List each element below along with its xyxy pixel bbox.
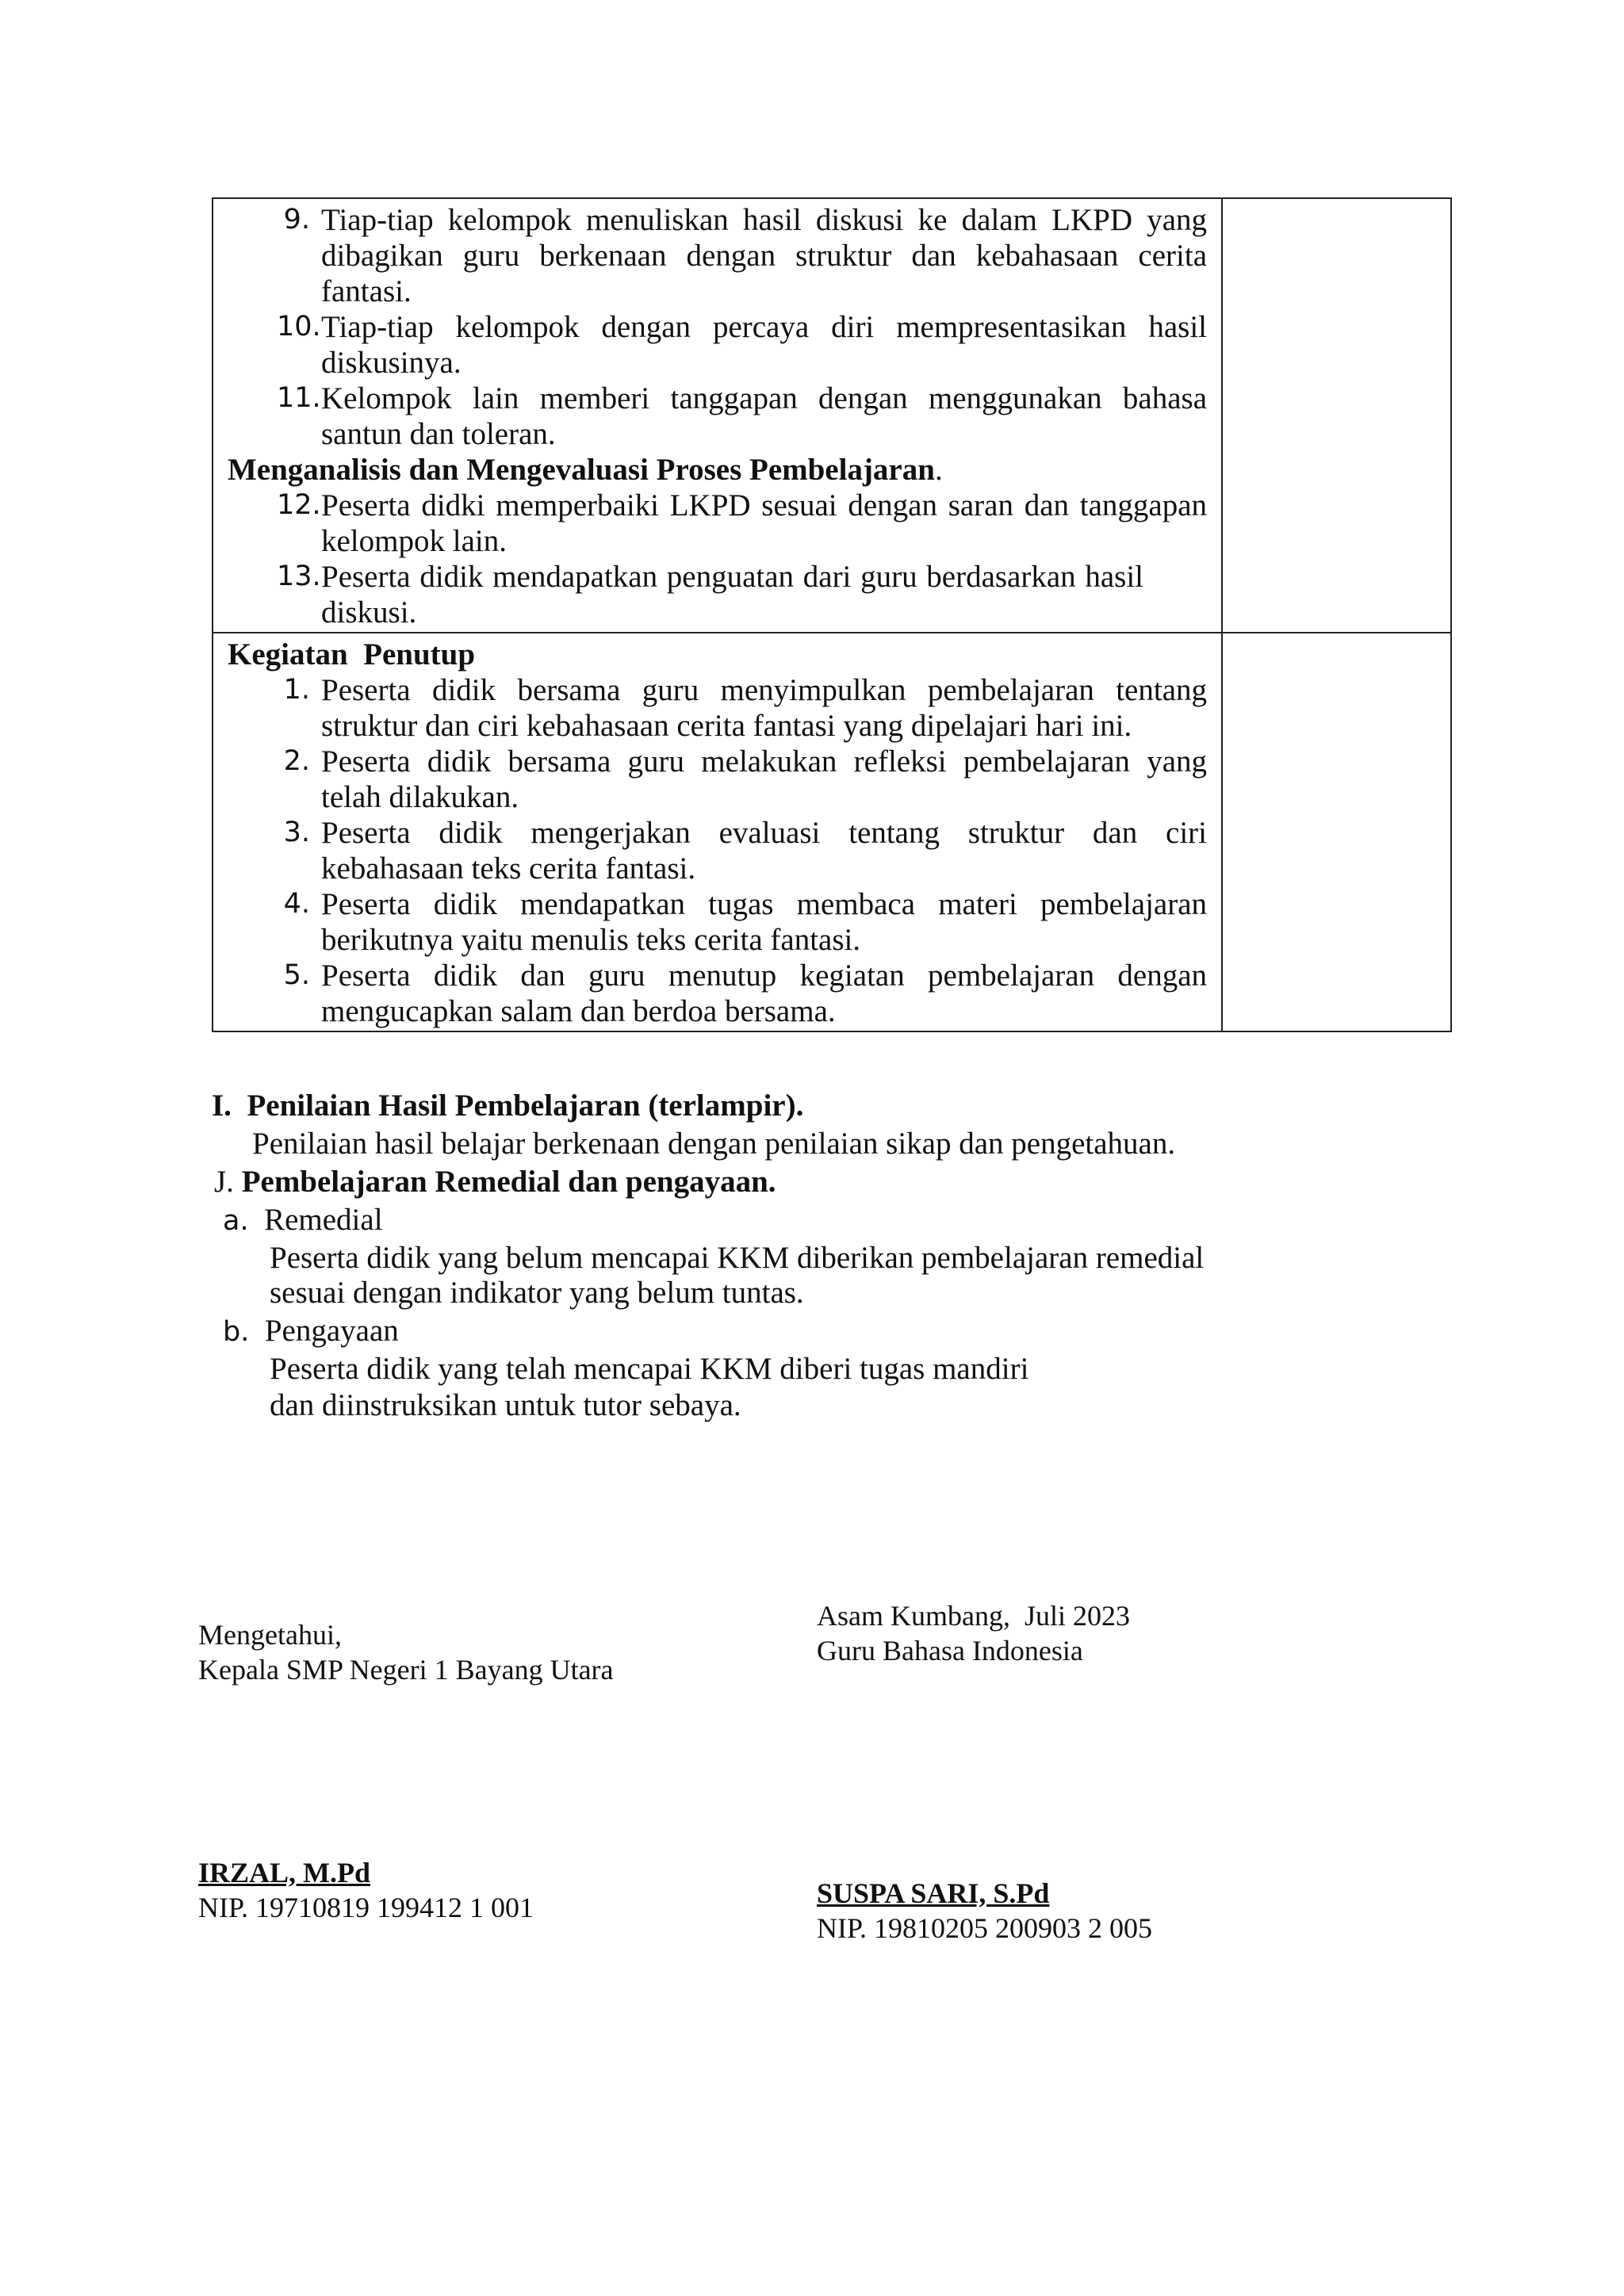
section-j-label: J. xyxy=(214,1165,234,1199)
list-item xyxy=(228,559,1207,630)
item-number: 10. xyxy=(277,311,321,342)
section-j-title: Pembelajaran Remedial dan pengayaan. xyxy=(241,1165,776,1199)
list-item xyxy=(228,886,1207,958)
enrichment-letter: b. xyxy=(223,1316,250,1348)
remedial-title: Remedial xyxy=(264,1203,383,1237)
left-signature-block xyxy=(198,1617,614,1687)
enrichment-title: Pengayaan xyxy=(264,1314,399,1348)
item-text: Peserta didik mendapatkan penguatan dari guru berdasarkan hasil diskusi. xyxy=(321,560,1144,629)
section-i-title: Penilaian Hasil Pembelajaran (terlampir). xyxy=(247,1089,804,1123)
activity-table xyxy=(212,197,1452,1032)
list-item xyxy=(228,815,1207,886)
principal-name: IRZAL, M.Pd xyxy=(198,1857,371,1888)
table-row xyxy=(213,633,1451,1031)
subheading-text: Menganalisis dan Mengevaluasi Proses Pembelajaran xyxy=(228,453,935,487)
list-item xyxy=(228,381,1207,452)
activity-list xyxy=(228,202,1207,452)
subheading xyxy=(228,452,1207,488)
item-number: 12. xyxy=(277,489,321,521)
item-text: Peserta didik mengerjakan evaluasi tentang struktur dan ciri kebahasaan teks cerita fantasi. xyxy=(321,816,1208,886)
activity-cell xyxy=(213,633,1222,1031)
item-text: Peserta didik dan guru menutup kegiatan pembelajaran dengan mengucapkan salam dan berdoa bersama. xyxy=(321,959,1208,1028)
item-number: 3. xyxy=(283,817,310,848)
item-text: Peserta didik bersama guru melakukan refleksi pembelajaran yang telah dilakukan. xyxy=(321,744,1208,814)
activity-cell xyxy=(213,198,1222,633)
item-number: 2. xyxy=(283,745,310,777)
item-text: Peserta didik bersama guru menyimpulkan pembelajaran tentang struktur dan ciri kebahasaan cerita fantasi yang dipelajari hari ini. xyxy=(321,673,1208,743)
item-text: Peserta didik mendapatkan tugas membaca materi pembelajaran berikutnya yaitu menulis teks cerita fantasi. xyxy=(321,887,1208,957)
empty-cell xyxy=(1222,633,1451,1031)
remedial-line-1: Peserta didik yang belum mencapai KKM diberikan pembelajaran remedial xyxy=(270,1241,1205,1275)
teacher-name: SUSPA SARI, S.Pd xyxy=(817,1877,1050,1909)
activity-list xyxy=(228,488,1207,630)
item-text: Kelompok lain memberi tanggapan dengan menggunakan bahasa santun dan toleran. xyxy=(321,381,1208,451)
place-date: Asam Kumbang, Juli 2023 xyxy=(817,1600,1130,1632)
list-item xyxy=(228,309,1207,381)
enrichment-line-1: Peserta didik yang telah mencapai KKM diberi tugas mandiri xyxy=(270,1352,1029,1386)
section-i-body: Penilaian hasil belajar berkenaan dengan penilaian sikap dan pengetahuan. xyxy=(252,1127,1176,1161)
list-item xyxy=(228,744,1207,815)
section-i-label: I. xyxy=(212,1089,232,1123)
principal-nip: NIP. 19710819 199412 1 001 xyxy=(198,1892,534,1923)
left-signature-name-block xyxy=(198,1855,534,1925)
list-item xyxy=(228,488,1207,559)
empty-cell xyxy=(1222,198,1451,633)
right-signature-block xyxy=(817,1598,1130,1668)
item-number: 5. xyxy=(283,959,310,991)
principal-title: Kepala SMP Negeri 1 Bayang Utara xyxy=(198,1654,614,1686)
item-number: 13. xyxy=(277,561,321,592)
activity-list xyxy=(228,672,1207,1029)
teacher-nip: NIP. 19810205 200903 2 005 xyxy=(817,1912,1153,1944)
subheading-suffix: . xyxy=(934,453,943,487)
acknowledge-label: Mengetahui, xyxy=(198,1619,342,1651)
item-text: Peserta didki memperbaiki LKPD sesuai dengan saran dan tanggapan kelompok lain. xyxy=(321,488,1208,558)
remedial-line-2: sesuai dengan indikator yang belum tuntas. xyxy=(270,1276,804,1310)
item-number: 11. xyxy=(277,382,321,414)
list-item xyxy=(228,672,1207,744)
item-number: 1. xyxy=(283,674,310,706)
item-number: 9. xyxy=(283,204,310,235)
enrichment-heading xyxy=(223,1313,399,1350)
remedial-heading xyxy=(223,1202,383,1239)
enrichment-line-2: dan diinstruksikan untuk tutor sebaya. xyxy=(270,1388,741,1422)
section-i-heading xyxy=(212,1088,803,1124)
section-j-heading xyxy=(214,1164,776,1200)
table-row xyxy=(213,198,1451,633)
item-text: Tiap-tiap kelompok menuliskan hasil diskusi ke dalam LKPD yang dibagikan guru berkenaan dengan struktur dan kebahasaan cerita fantasi. xyxy=(321,203,1208,308)
teacher-title: Guru Bahasa Indonesia xyxy=(817,1635,1083,1667)
section-heading: Kegiatan Penutup xyxy=(228,637,476,672)
list-item xyxy=(228,202,1207,309)
item-text: Tiap-tiap kelompok dengan percaya diri mempresentasikan hasil diskusinya. xyxy=(321,310,1208,380)
remedial-letter: a. xyxy=(223,1205,249,1237)
list-item xyxy=(228,958,1207,1029)
item-number: 4. xyxy=(283,888,310,920)
right-signature-name-block xyxy=(817,1876,1152,1946)
